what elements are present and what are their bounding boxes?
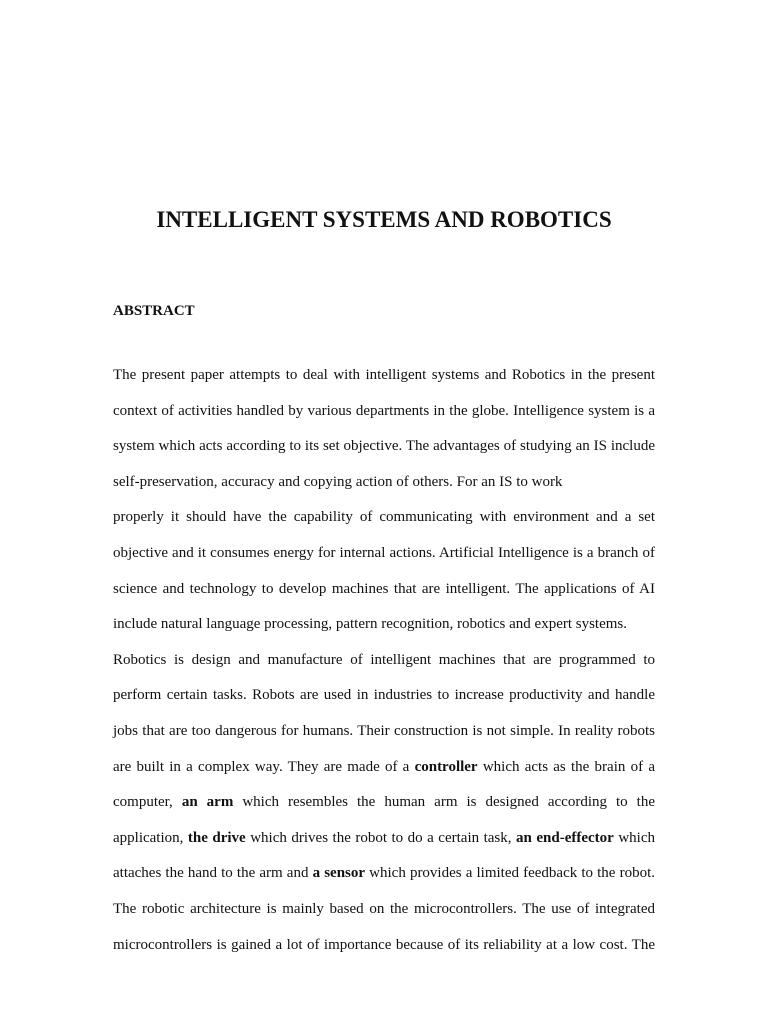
text-segment: The robotic architecture is mainly based on the microcontrollers. The use of integrated <box>113 900 655 917</box>
bold-term: a sensor <box>312 865 366 882</box>
text-segment: The present paper attempts to deal with intelligent systems and Robotics in the present <box>113 367 655 383</box>
text-segment: which acts as the brain of a <box>477 758 655 775</box>
text-segment: which drives the robot to do a certain task, <box>245 829 517 846</box>
bold-term: controller <box>414 758 478 775</box>
text-segment: application, <box>113 829 188 846</box>
text-segment: which <box>613 829 655 846</box>
bold-term: an arm <box>181 794 234 811</box>
text-segment: perform certain tasks. Robots are used in industries to increase productivity and handle <box>113 687 655 704</box>
text-segment: computer, <box>113 794 182 811</box>
text-line <box>113 825 655 861</box>
text-line <box>113 932 655 968</box>
text-line <box>113 896 655 932</box>
abstract-heading: ABSTRACT <box>113 303 195 319</box>
bold-term: an end-effector <box>516 829 614 846</box>
text-line <box>113 433 655 469</box>
text-line <box>113 789 655 825</box>
text-line <box>113 718 655 754</box>
text-segment: self-preservation, accuracy and copying action of others. For an IS to work <box>113 473 563 490</box>
text-segment: microcontrollers is gained a lot of importance because of its reliability at a low cost. The <box>113 936 655 953</box>
document-title: INTELLIGENT SYSTEMS AND ROBOTICS <box>156 207 612 232</box>
text-segment: are built in a complex way. They are made of a <box>113 758 415 775</box>
text-segment: attaches the hand to the arm and <box>113 865 313 882</box>
text-segment: context of activities handled by various departments in the globe. Intelligence system is a <box>113 402 655 419</box>
text-line <box>113 469 655 505</box>
text-line <box>113 504 655 540</box>
text-segment: properly it should have the capability of communicating with environment and a set <box>113 509 655 526</box>
text-line <box>113 540 655 576</box>
text-line <box>113 860 655 896</box>
text-segment: science and technology to develop machines that are intelligent. The applications of AI <box>113 580 655 597</box>
text-segment: which resembles the human arm is designed according to the <box>233 794 656 811</box>
text-line <box>113 398 655 434</box>
text-line <box>113 611 655 647</box>
text-line <box>113 682 655 718</box>
abstract-body <box>113 362 655 967</box>
text-line <box>113 576 655 612</box>
text-segment: system which acts according to its set objective. The advantages of studying an IS include <box>113 438 655 455</box>
text-segment: jobs that are too dangerous for humans. Their construction is not simple. In reality robots <box>113 722 655 739</box>
text-segment: objective and it consumes energy for internal actions. Artificial Intelligence is a branch of <box>113 544 655 561</box>
text-segment: include natural language processing, pattern recognition, robotics and expert systems. <box>113 616 628 633</box>
text-segment: which provides a limited feedback to the robot. <box>365 865 655 882</box>
text-segment: Robotics is design and manufacture of intelligent machines that are programmed to <box>113 651 655 668</box>
text-line <box>113 754 655 790</box>
text-line <box>113 647 655 683</box>
bold-term: the drive <box>187 829 246 846</box>
text-line <box>113 362 655 398</box>
